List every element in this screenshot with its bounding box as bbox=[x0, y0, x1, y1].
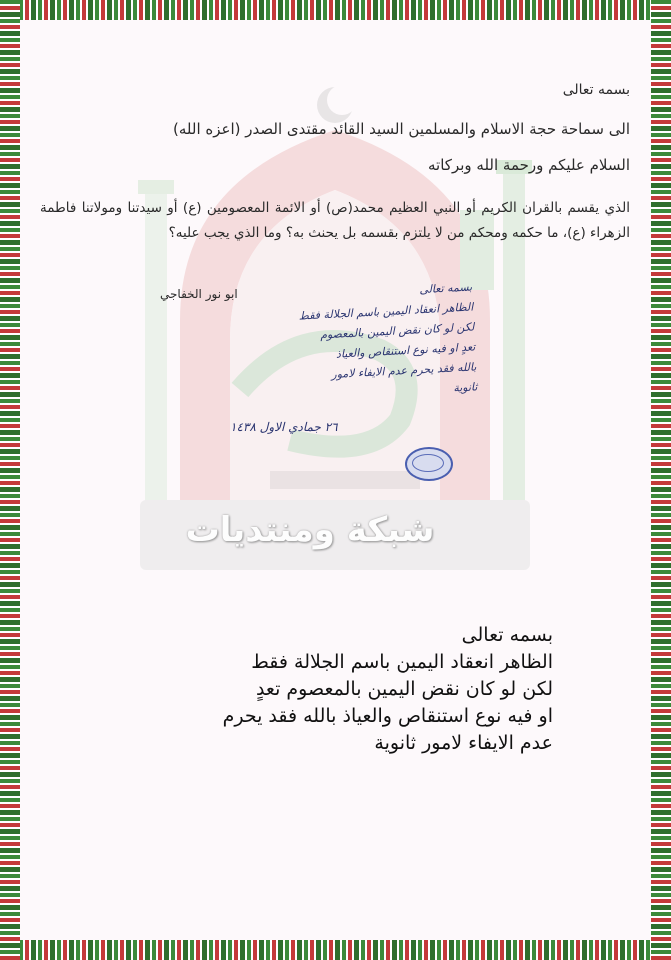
handwritten-date: ٢٦ جمادي الاول ١٤٣٨ bbox=[230, 420, 338, 434]
handwritten-line: الظاهر انعقاد اليمين باسم الجلالة فقط bbox=[298, 300, 474, 323]
seal-inner-ring bbox=[412, 454, 444, 472]
handwritten-line: ثانوية bbox=[452, 380, 478, 395]
handwritten-line: لكن لو كان نقض اليمين بالمعصوم bbox=[319, 320, 475, 342]
handwritten-line: تعدٍ او فيه نوع استنقاص والعياذ bbox=[335, 340, 476, 361]
ornamental-border-top bbox=[0, 0, 671, 20]
typed-answer-line: بسمه تعالى bbox=[461, 624, 553, 646]
ornamental-border-left bbox=[0, 0, 20, 960]
typed-answer-line: عدم الايفاء لامور ثانوية bbox=[374, 732, 553, 754]
handwritten-answer bbox=[182, 277, 478, 412]
letter-basmala: بسمه تعالى bbox=[562, 82, 630, 98]
watermark-text: شبكة ومنتديات bbox=[185, 510, 435, 550]
typed-answer bbox=[153, 622, 553, 757]
handwritten-line: بسمه تعالى bbox=[419, 280, 473, 297]
handwritten-line: بالله فقد يحرم عدم الايفاء لامور bbox=[330, 360, 477, 381]
ornamental-border-right bbox=[651, 0, 671, 960]
office-seal-stamp bbox=[405, 447, 453, 481]
typed-answer-line: لكن لو كان نقض اليمين بالمعصوم تعدٍ bbox=[255, 678, 553, 700]
letter-addressee: الى سماحة حجة الاسلام والمسلمين السيد القائد مقتدى الصدر (اعزه الله) bbox=[173, 120, 630, 138]
typed-answer-line: او فيه نوع استنقاص والعياذ بالله فقد يحرم bbox=[222, 705, 553, 727]
typed-answer-line: الظاهر انعقاد اليمين باسم الجلالة فقط bbox=[251, 651, 553, 673]
letter-greeting: السلام عليكم ورحمة الله وبركاته bbox=[428, 156, 630, 174]
letter-sender: ابو نور الخفاجي bbox=[160, 287, 238, 301]
letter-question: الذي يقسم بالقران الكريم أو النبي العظيم محمد(ص) أو الائمة المعصومين (ع) أو سيدتنا ومولاتنا فاطمة الزهراء (ع)، ما حكمه ومحكم من لا يلتزم بقسمه بل يحنث به؟ وما الذي يجب عليه؟ bbox=[40, 200, 630, 241]
ornamental-border-bottom bbox=[0, 940, 671, 960]
